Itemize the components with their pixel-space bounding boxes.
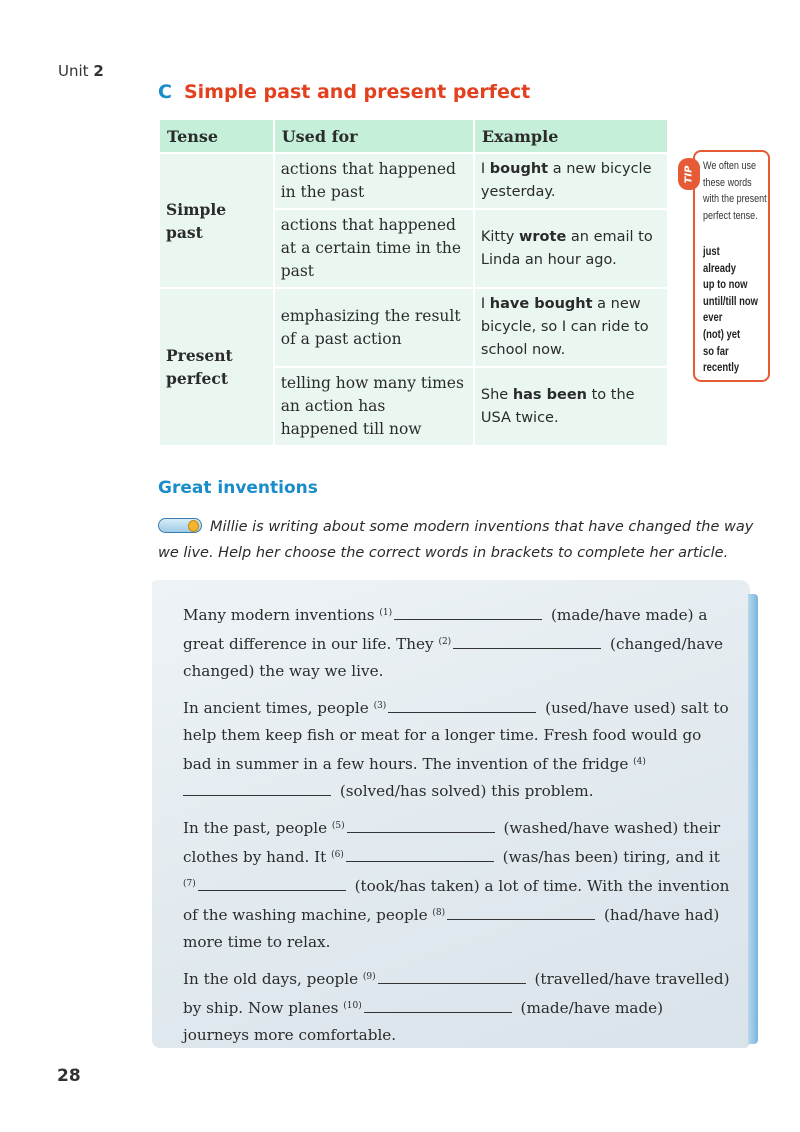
used-for-cell: emphasizing the result of a past action [274,288,474,367]
grammar-table [158,118,669,447]
answer-blank[interactable] [183,781,331,796]
great-inventions-heading: Great inventions [158,478,318,498]
article-body [183,600,733,1057]
header-used-for: Used for [274,119,474,153]
blank-number: (8) [432,908,446,918]
instruction [158,514,758,566]
article-text: (washed/have washed) their clothes by hand. It [183,819,721,866]
article-text: In ancient times, people [183,699,374,717]
tip-word: until/till now [703,295,759,308]
answer-blank[interactable] [447,905,595,920]
section-title: C Simple past and present perfect [158,81,531,103]
answer-blank[interactable] [364,998,512,1013]
header-tense: Tense [159,119,274,153]
tip-word: ever [703,312,723,325]
article-page-edge [748,594,758,1044]
article-text: In the past, people [183,819,332,837]
example-cell: I have bought a new bicycle, so I can ride to school now. [474,288,668,367]
answer-blank[interactable] [347,818,495,833]
tip-word: already [703,262,737,275]
example-verb: have bought [489,296,593,312]
example-cell: I bought a new bicycle yesterday. [474,153,668,209]
article-paragraph [183,693,733,805]
tip-box [683,150,770,382]
blank-number: (3) [373,701,387,711]
blank-number: (1) [379,608,393,618]
article-text: (solved/has solved) this problem. [335,782,594,800]
article-text: Many modern inventions [183,606,380,624]
example-verb: wrote [519,228,567,245]
blank-number: (2) [438,637,452,647]
used-for-cell: telling how many times an action has happened till now [274,367,474,446]
section-letter: C [158,81,172,103]
example-verb: bought [489,161,549,177]
answer-blank[interactable] [378,969,526,984]
article-paragraph [183,600,733,685]
article-text: (travelled/have travelled) by ship. Now planes [183,970,730,1017]
blank-number: (10) [343,1001,362,1011]
used-for-cell: actions that happened in the past [274,153,474,209]
blank-number: (9) [362,972,376,982]
unit-label: Unit 2 [58,62,104,80]
example-cell: She has been to the USA twice. [474,367,668,446]
article-text: (made/have made) journeys more comfortable. [183,999,664,1044]
example-cell: Kitty wrote an email to Linda an hour ago. [474,209,668,288]
answer-blank[interactable] [346,847,494,862]
article-text: In the old days, people [183,970,363,988]
tip-word: recently [703,362,740,375]
tip-word: just [703,246,720,258]
tense-simple-past: Simple past [159,153,274,288]
tip-text: We often use these words with the present perfect tense. [703,160,767,222]
blank-number: (7) [183,879,196,889]
example-verb: has been [512,386,587,403]
used-for-cell: actions that happened at a certain time in the past [274,209,474,288]
tense-present-perfect: Present perfect [159,288,274,446]
audio-toggle-icon [158,518,202,533]
tip-badge: TIP [678,158,700,190]
page-number: 28 [57,1066,81,1086]
answer-blank[interactable] [394,605,542,620]
article-text: (was/has been) tiring, and it [497,848,720,866]
article-paragraph [183,964,733,1049]
article-text: (changed/have changed) the way we live. [183,635,724,680]
answer-blank[interactable] [198,876,346,891]
answer-blank[interactable] [388,698,536,713]
tip-word: so far [703,345,729,358]
article-text: (used/have used) salt to help them keep fish or meat for a longer time. Fresh food would go bad in summer in a few hours. The invention of the fridge [183,699,729,773]
article-text: (took/has taken) a lot of time. With the invention of the washing machine, people [183,877,730,924]
blank-number: (5) [331,821,345,831]
article-panel [152,580,750,1048]
article-text: (had/have had) more time to relax. [183,906,720,951]
unit-number: 2 [93,62,104,80]
article-paragraph [183,813,733,956]
header-example: Example [474,119,668,153]
instruction-text: Millie is writing about some modern inventions that have changed the way we live. Help her choose the correct words in brackets to complete her article. [158,519,754,561]
tip-word-list [703,244,758,377]
tip-word: up to now [703,279,748,292]
blank-number: (4) [633,757,646,767]
blank-number: (6) [331,850,344,860]
tip-word: (not) yet [703,328,741,341]
answer-blank[interactable] [453,634,601,649]
article-text: (made/have made) a great difference in our life. They [183,606,708,653]
